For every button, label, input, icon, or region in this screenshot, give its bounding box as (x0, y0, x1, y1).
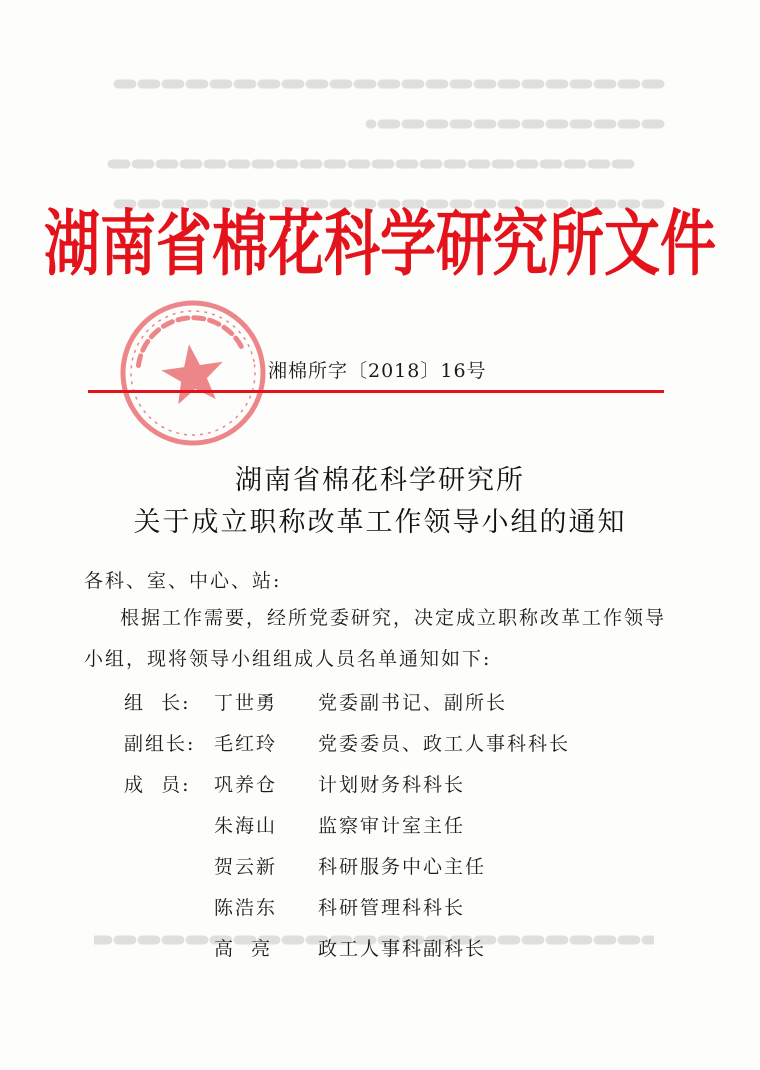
member-title: 党委委员、政工人事科科长 (318, 733, 571, 755)
member-name: 巩养仓 (214, 774, 278, 796)
member-title: 监察审计室主任 (318, 815, 466, 837)
paragraph-line-2: 小组，现将领导小组组成人员名单通知如下: (84, 648, 492, 670)
member-role: 组 长: (124, 692, 191, 714)
member-name: 高 亮 (214, 938, 273, 960)
member-name: 陈浩东 (214, 897, 278, 919)
member-name: 朱海山 (214, 815, 278, 837)
red-divider (88, 390, 664, 393)
official-seal (108, 288, 277, 457)
member-title: 党委副书记、副所长 (318, 692, 508, 714)
paragraph-line-1: 根据工作需要，经所党委研究，决定成立职称改革工作领导 (120, 607, 667, 629)
notice-title-line1: 湖南省棉花科学研究所 (235, 465, 525, 496)
member-row (0, 811, 760, 841)
member-title: 科研服务中心主任 (318, 856, 487, 878)
salutation: 各科、室、中心、站: (84, 570, 282, 592)
member-title: 科研管理科科长 (318, 897, 466, 919)
member-role: 成 员: (124, 774, 191, 796)
member-row (0, 688, 760, 718)
header-title: 湖南省棉花科学研究所文件 (44, 203, 716, 287)
star-icon (158, 340, 227, 406)
member-row (0, 770, 760, 800)
document-number: 湘棉所字〔2018〕16号 (268, 360, 487, 382)
member-row (0, 893, 760, 923)
member-name: 丁世勇 (214, 692, 278, 714)
member-title: 计划财务科科长 (318, 774, 466, 796)
member-row (0, 852, 760, 882)
member-role: 副组长: (124, 733, 196, 755)
member-row (0, 934, 760, 964)
notice-title-line2: 关于成立职称改革工作领导小组的通知 (133, 507, 627, 538)
member-row (0, 729, 760, 759)
member-name: 毛红玲 (214, 733, 278, 755)
bleed-through-strokes (90, 72, 670, 192)
member-name: 贺云新 (214, 856, 278, 878)
member-title: 政工人事科副科长 (318, 938, 487, 960)
